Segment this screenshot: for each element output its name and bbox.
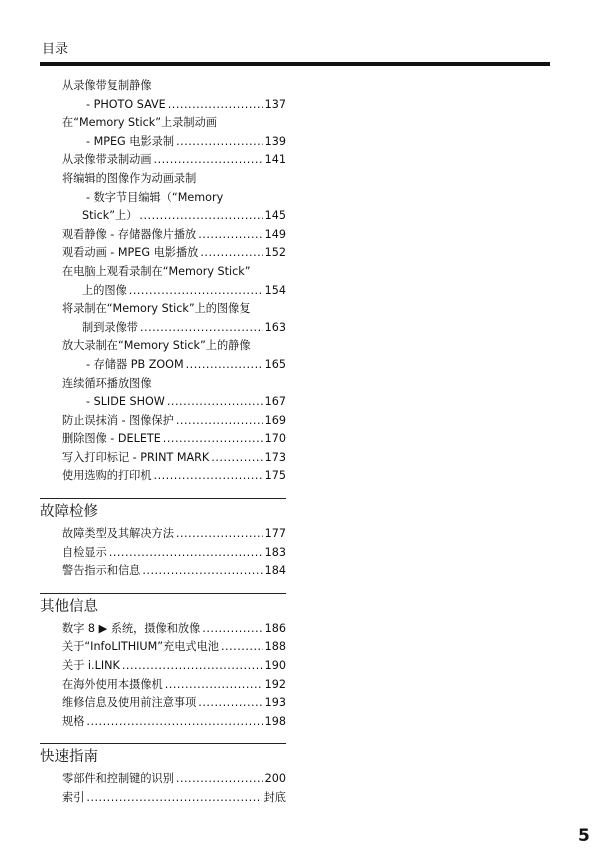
- dot-leader: [154, 467, 263, 486]
- dot-leader: [221, 638, 263, 657]
- dot-leader: [176, 412, 263, 431]
- toc-entry-text: 规格: [62, 714, 85, 728]
- toc-entry-text: - 存储器 PB ZOOM: [86, 357, 184, 371]
- toc-entry-text: 警告指示和信息: [62, 564, 141, 578]
- toc-page-number: 139: [264, 134, 286, 148]
- toc-line: [40, 544, 286, 563]
- toc-line: [40, 770, 286, 789]
- dot-leader: [86, 713, 262, 732]
- dot-leader: [140, 319, 263, 338]
- toc-entry[interactable]: [40, 77, 286, 114]
- toc-page-number: 169: [264, 413, 286, 427]
- toc-line: [40, 133, 286, 152]
- toc-line: [40, 525, 286, 544]
- toc-line: [40, 226, 286, 245]
- toc-entry[interactable]: [40, 525, 286, 544]
- toc-entry-text: - 数字节目编辑（“Memory: [86, 190, 224, 204]
- toc-line: [40, 657, 286, 676]
- dot-leader: [176, 525, 263, 544]
- toc-entry[interactable]: [40, 562, 286, 581]
- toc-entry[interactable]: [40, 114, 286, 151]
- toc-page-number: 186: [264, 621, 286, 635]
- toc-entry[interactable]: [40, 676, 286, 695]
- dot-leader: [167, 393, 263, 412]
- toc-page-number: 封底: [263, 791, 286, 804]
- toc-entry-text: 数字 8 ▶ 系统，摄像和放像: [62, 621, 201, 635]
- toc-entry[interactable]: [40, 244, 286, 263]
- toc-line: [40, 375, 286, 394]
- toc-entry-text: 自检显示: [62, 545, 107, 559]
- dot-leader: [186, 356, 263, 375]
- toc-page-number: 170: [264, 432, 286, 446]
- toc-line: [40, 676, 286, 695]
- toc-entry-text: Stick”上）: [82, 209, 138, 223]
- toc-entry[interactable]: [40, 620, 286, 639]
- toc-entry-text: 上的图像: [82, 283, 127, 297]
- toc-line: [40, 449, 286, 468]
- section-rule: [40, 593, 286, 594]
- section-title: 快速指南: [40, 749, 98, 766]
- toc-entry-text: 使用选购的打印机: [62, 469, 152, 483]
- toc-line: [40, 694, 286, 713]
- dot-leader: [165, 676, 263, 695]
- toc-entry[interactable]: [40, 694, 286, 713]
- dot-leader: [168, 96, 263, 115]
- toc-entry-text: - MPEG 电影录制: [86, 134, 175, 148]
- toc-line: [40, 170, 286, 189]
- toc-line: [40, 282, 286, 301]
- toc-page-number: 167: [264, 395, 286, 409]
- toc-entry-text: - PHOTO SAVE: [86, 97, 166, 111]
- dot-leader: [198, 694, 262, 713]
- toc-entry-text: 观看动画 - MPEG 电影播放: [62, 246, 199, 260]
- toc-group: [40, 77, 286, 486]
- toc-line: [40, 114, 286, 133]
- toc-line: [40, 412, 286, 431]
- toc-page-number: 200: [264, 772, 286, 786]
- toc-page-number: 198: [264, 714, 286, 728]
- toc-page-number: 184: [264, 564, 286, 578]
- dot-leader: [176, 770, 263, 789]
- toc-entry[interactable]: [40, 375, 286, 412]
- toc-entry-text: 从录像带复制静像: [62, 79, 152, 92]
- dot-leader: [86, 789, 261, 808]
- toc-line: [40, 207, 286, 226]
- page-number: 5: [578, 826, 590, 846]
- toc-entry-text: 关于“InfoLITHIUM”充电式电池: [62, 640, 219, 654]
- toc-entry[interactable]: [40, 713, 286, 732]
- toc-page-number: 165: [264, 357, 286, 371]
- toc-line: [40, 713, 286, 732]
- toc-entry-text: 在海外使用本摄像机: [62, 677, 163, 691]
- page-header-title: 目录: [42, 42, 69, 57]
- dot-leader: [139, 207, 262, 226]
- toc-line: [40, 300, 286, 319]
- toc-entry-text: 制到录像带: [82, 320, 138, 334]
- toc-entry-text: 放大录制在“Memory Stick”上的静像: [62, 339, 251, 353]
- toc-page-number: 149: [264, 227, 286, 241]
- toc-entry-text: - SLIDE SHOW: [86, 395, 165, 409]
- dot-leader: [154, 151, 263, 170]
- toc-entry-text: 将录制在“Memory Stick”上的图像复: [62, 302, 251, 316]
- dot-leader: [211, 449, 262, 468]
- toc-entry[interactable]: [40, 770, 286, 789]
- toc-entry-text: 删除图像 - DELETE: [62, 432, 161, 446]
- toc-page-number: 145: [264, 209, 286, 223]
- header-rule: [40, 62, 550, 66]
- toc-page-number: 152: [264, 246, 286, 260]
- toc-entry-text: 防止误抹消 - 图像保护: [62, 413, 174, 427]
- toc-entry[interactable]: [40, 170, 286, 226]
- toc-page-number: 163: [264, 320, 286, 334]
- toc-page-number: 192: [264, 677, 286, 691]
- toc-entry-text: 在电脑上观看录制在“Memory Stick”: [62, 264, 251, 278]
- dot-leader: [176, 133, 263, 152]
- section-rule: [40, 743, 286, 744]
- dot-leader: [142, 562, 262, 581]
- toc-entry[interactable]: [40, 789, 286, 808]
- toc-entry-text: 将编辑的图像作为动画录制: [62, 171, 197, 185]
- toc-line: [40, 638, 286, 657]
- toc-entry[interactable]: [40, 430, 286, 449]
- toc-line: [40, 337, 286, 356]
- toc-group: [40, 498, 286, 581]
- toc-entry-text: 写入打印标记 - PRINT MARK: [62, 450, 210, 464]
- toc-page-number: 137: [264, 97, 286, 111]
- toc-line: [40, 319, 286, 338]
- section-title: 故障检修: [40, 504, 98, 521]
- toc-page-number: 190: [264, 659, 286, 673]
- section-rule: [40, 498, 286, 499]
- toc-entry[interactable]: [40, 337, 286, 374]
- toc-line: [40, 151, 286, 170]
- dot-leader: [109, 544, 263, 563]
- toc-entry[interactable]: [40, 638, 286, 657]
- toc-page-number: 188: [264, 640, 286, 654]
- dot-leader: [163, 430, 263, 449]
- toc-entry[interactable]: [40, 467, 286, 486]
- dot-leader: [198, 226, 262, 245]
- toc-line: [40, 77, 286, 96]
- toc-entry-text: 连续循环播放图像: [62, 376, 152, 390]
- toc-entry[interactable]: [40, 300, 286, 337]
- toc-line: [40, 96, 286, 115]
- dot-leader: [129, 282, 263, 301]
- toc-line: [40, 467, 286, 486]
- dot-leader: [202, 620, 262, 639]
- toc-line: [40, 430, 286, 449]
- toc-entry-text: 在“Memory Stick”上录制动画: [62, 116, 217, 130]
- toc-line: [40, 789, 286, 808]
- toc-page-number: 154: [264, 283, 286, 297]
- toc-entry-text: 维修信息及使用前注意事项: [62, 696, 197, 710]
- toc-line: [40, 356, 286, 375]
- toc-page-number: 193: [264, 696, 286, 710]
- toc-entry[interactable]: [40, 226, 286, 245]
- toc-entry-text: 零部件和控制键的识别: [62, 772, 174, 786]
- toc-page-number: 177: [264, 527, 286, 541]
- toc-group: [40, 593, 286, 732]
- toc-entry[interactable]: [40, 657, 286, 676]
- toc-entry[interactable]: [40, 412, 286, 431]
- toc-line: [40, 189, 286, 208]
- toc-entry-text: 从录像带录制动画: [62, 153, 152, 167]
- toc-line: [40, 620, 286, 639]
- toc-entry[interactable]: [40, 544, 286, 563]
- toc-entry-text: 故障类型及其解决方法: [62, 527, 174, 541]
- toc-page-number: 175: [264, 469, 286, 483]
- section-title: 其他信息: [40, 598, 98, 615]
- toc-line: [40, 393, 286, 412]
- toc-group: [40, 743, 286, 807]
- toc-line: [40, 562, 286, 581]
- toc-entry[interactable]: [40, 449, 286, 468]
- toc-line: [40, 244, 286, 263]
- toc-entry-text: 关于 i.LINK: [62, 659, 120, 673]
- toc-entry-text: 索引: [62, 791, 85, 804]
- toc-entry[interactable]: [40, 263, 286, 300]
- toc-entry-text: 观看静像 - 存储器像片播放: [62, 227, 197, 241]
- toc-page-number: 141: [264, 153, 286, 167]
- table-of-contents: [40, 77, 286, 808]
- dot-leader: [200, 244, 262, 263]
- toc-line: [40, 263, 286, 282]
- toc-page-number: 183: [264, 545, 286, 559]
- toc-entry[interactable]: [40, 151, 286, 170]
- dot-leader: [122, 657, 263, 676]
- toc-page-number: 173: [264, 450, 286, 464]
